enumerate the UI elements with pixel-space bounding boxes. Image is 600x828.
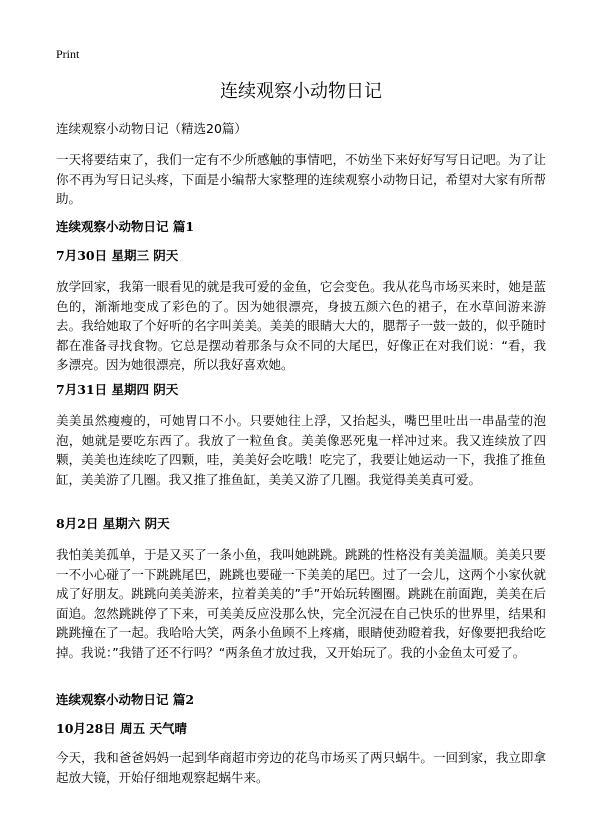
- article-heading-2: 连续观察小动物日记 篇2: [56, 692, 195, 707]
- entry-paragraph: 我怕美美孤单，于是又买了一条小鱼，我叫她跳跳。跳跳的性格没有美美温顺。美美只要一不小心碰了一下跳跳尾巴，跳跳也要碰一下美美的尾巴。过了一会儿，这两个小家伙就成了好朋友。跳跳向美美游来，拉着美美的”手”开始玩转圈圈。跳跳在前面跑，美美在后面追。忽然跳跳停了下来，可美美反应没那么快，完全沉浸在自己快乐的世界里，结果和跳跳撞在了一起。我哈哈大笑，两条小鱼顾不上疼痛，眼睛使劲瞪着我，好像要把我给吃掉。我说：”我错了还不行吗？“两条鱼才放过我，又开始玩了。我的小金鱼太可爱了。: [56, 547, 546, 660]
- entry-date: 10月28日 周五 天气晴: [56, 721, 187, 736]
- print-link[interactable]: Print: [56, 47, 80, 61]
- entry-paragraph: 今天，我和爸爸妈妈一起到华商超市旁边的花鸟市场买了两只蜗牛。一回到家，我立即拿起放大镜，开始仔细地观察起蜗牛来。: [56, 750, 546, 785]
- page-title: 连续观察小动物日记: [220, 81, 382, 102]
- article-heading-1: 连续观察小动物日记 篇1: [56, 219, 195, 234]
- entry-date: 7月30日 星期三 阴天: [56, 248, 179, 263]
- entry-paragraph: 美美虽然瘦瘦的，可她胃口不小。只要她往上浮，又抬起头，嘴巴里吐出一串晶莹的泡泡，她就是要吃东西了。我放了一粒鱼食。美美像恶死鬼一样冲过来。我又连续放了四颗，美美也连续吃了四颗，哇，美美好会吃哦！吃完了，我要让她运动一下，我推了推鱼缸，美美游了几圈。我又推了推鱼缸，美美又游了几圈。我觉得美美真可爱。: [56, 413, 546, 487]
- subtitle: 连续观察小动物日记（精选20篇）: [56, 121, 247, 136]
- entry-date: 7月31日 星期四 阴天: [56, 382, 179, 397]
- intro-paragraph: 一天将要结束了，我们一定有不少所感触的事情吧，不妨坐下来好好写写日记吧。为了让你不再为写日记头疼，下面是小编帮大家整理的连续观察小动物日记，希望对大家有所帮助。: [56, 152, 546, 206]
- entry-paragraph: 放学回家，我第一眼看见的就是我可爱的金鱼，它会变色。我从花鸟市场买来时，她是蓝色的，渐渐地变成了彩色的了。因为她很漂亮，身披五颜六色的裙子，在水草间游来游去。我给她取了个好听的名字叫美美。美美的眼睛大大的，腮帮子一鼓一鼓的，似乎随时都在准备寻找食物。它总是摆动着那条与众不同的大尾巴，好像正在对我们说：“看，我多漂亮。因为她很漂亮，所以我好喜欢她。: [56, 279, 546, 372]
- entry-date: 8月2日 星期六 阴天: [56, 516, 170, 531]
